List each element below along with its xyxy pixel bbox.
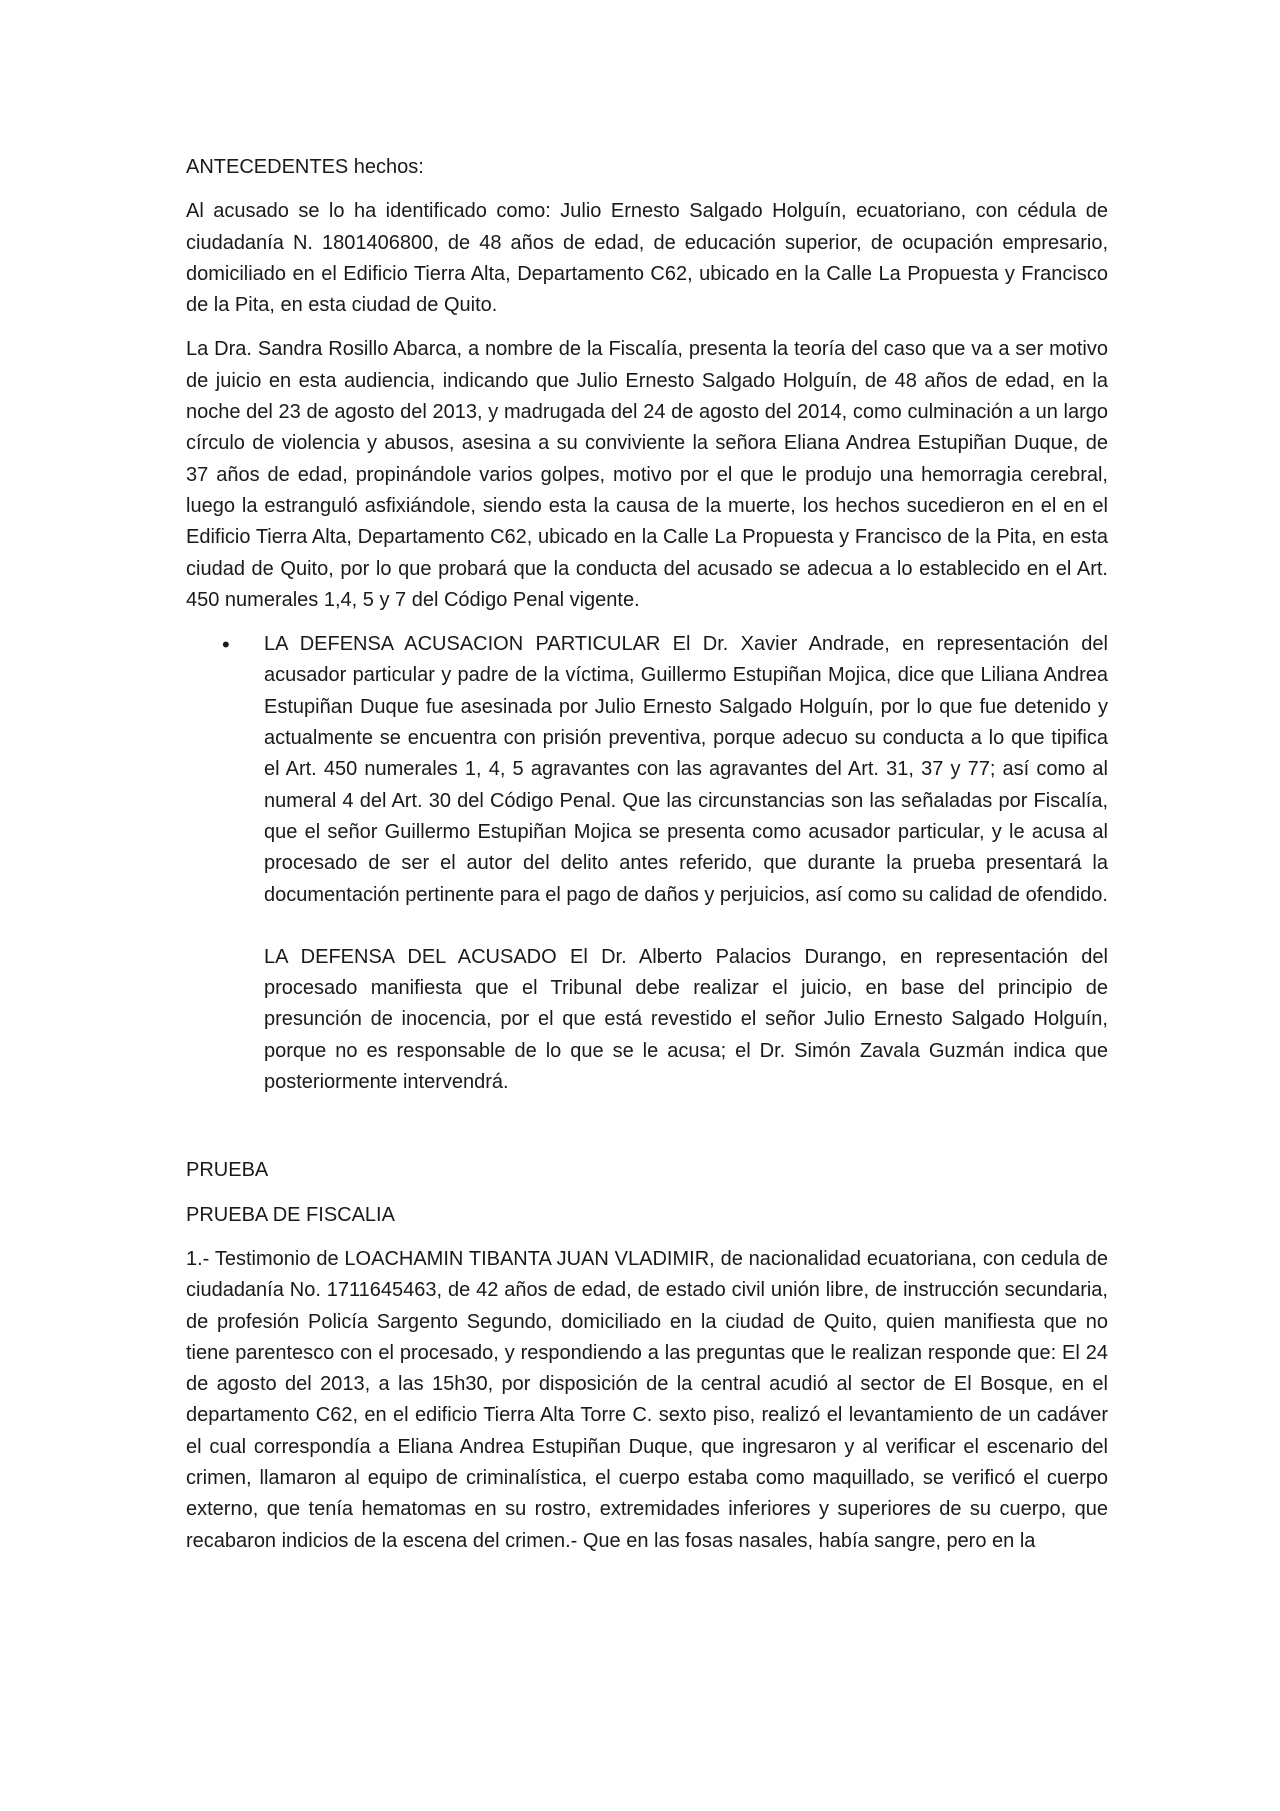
heading-prueba: PRUEBA xyxy=(186,1159,269,1182)
paragraph-defensa-acusado: LA DEFENSA DEL ACUSADO El Dr. Alberto Palacios Durango, en representación del procesado manifiesta que el Tribunal debe realizar el juicio, en base del principio de presunción de inocencia, por el que está revestido el señor Julio Ernesto Salgado Holguín, porque no es responsable de lo que se le acusa; el Dr. Simón Zavala Guzmán indica que posteriormente intervendrá. xyxy=(264,945,1108,1094)
bullet-dot-icon: • xyxy=(222,632,230,658)
heading-antecedentes: ANTECEDENTES hechos: xyxy=(186,156,424,178)
paragraph-testimonio-1: 1.- Testimonio de LOACHAMIN TIBANTA JUAN VLADIMIR, de nacionalidad ecuatoriana, con cedula de ciudadanía No. 1711645463, de 42 años de edad, de estado civil unión libre, de instrucción secundaria, de profesión Policía Sargento Segundo, domiciliado en la ciudad de Quito, quien manifiesta que no tiene parentesco con el procesado, y respondiendo a las preguntas que le realizan responde que: El 24 de agosto del 2013, a las 15h30, por disposición de la central acudió al sector de El Bosque, en el departamento C62, en el edificio Tierra Alta Torre C. sexto piso, realizó el levantamiento de un cadáver el cual correspondía a Eliana Andrea Estupiñan Duque, que ingresaron y al verificar el escenario del crimen, llamaron al equipo de criminalística, el cuerpo estaba como maquillado, se verificó el cuerpo externo, que tenía hematomas en su rostro, extremidades inferiores y superiores de su cuerpo, que recabaron indicios de la escena del crimen.- Que en las fosas nasales, había sangre, pero en la xyxy=(186,1247,1108,1552)
document-body xyxy=(186,152,1108,1570)
paragraph-acusacion-particular: LA DEFENSA ACUSACION PARTICULAR El Dr. Xavier Andrade, en representación del acusador particular y padre de la víctima, Guillermo Estupiñan Mojica, dice que Liliana Andrea Estupiñan Duque fue asesinada por Julio Ernesto Salgado Holguín, por lo que fue detenido y actualmente se encuentra con prisión preventiva, porque adecuo su conducta a lo que tipifica el Art. 450 numerales 1, 4, 5 agravantes con las agravantes del Art. 31, 37 y 77; así como al numeral 4 del Art. 30 del Código Penal. Que las circunstancias son las señaladas por Fiscalía, que el señor Guillermo Estupiñan Mojica se presenta como acusador particular, y le acusa al procesado de ser el autor del delito antes referido, que durante la prueba presentará la documentación pertinente para el pago de daños y perjuicios, así como su calidad de ofendido. xyxy=(264,633,1108,906)
paragraph-fiscalia: La Dra. Sandra Rosillo Abarca, a nombre de la Fiscalía, presenta la teoría del caso que va a ser motivo de juicio en esta audiencia, indicando que Julio Ernesto Salgado Holguín, de 48 años de edad, en la noche del 23 de agosto del 2013, y madrugada del 24 de agosto del 2014, como culminación a un largo círculo de violencia y abusos, asesina a su conviviente la señora Eliana Andrea Estupiñan Duque, de 37 años de edad, propinándole varios golpes, motivo por el que le produjo una hemorragia cerebral, luego la estranguló asfixiándole, siendo esta la causa de la muerte, los hechos sucedieron en el en el Edificio Tierra Alta, Departamento C62, ubicado en la Calle La Propuesta y Francisco de la Pita, en esta ciudad de Quito, por lo que probará que la conducta del acusado se adecua a lo establecido en el Art. 450 numerales 1,4, 5 y 7 del Código Penal vigente. xyxy=(186,338,1108,611)
paragraph-acusado: Al acusado se lo ha identificado como: Julio Ernesto Salgado Holguín, ecuatoriano, con cédula de ciudadanía N. 1801406800, de 48 años de edad, de educación superior, de ocupación empresario, domiciliado en el Edificio Tierra Alta, Departamento C62, ubicado en la Calle La Propuesta y Francisco de la Pita, en esta ciudad de Quito. xyxy=(186,200,1108,317)
section-spacer xyxy=(186,1111,1108,1155)
bullet-item-defensas xyxy=(186,629,1108,1098)
heading-prueba-fiscalia: PRUEBA DE FISCALIA xyxy=(186,1203,395,1226)
